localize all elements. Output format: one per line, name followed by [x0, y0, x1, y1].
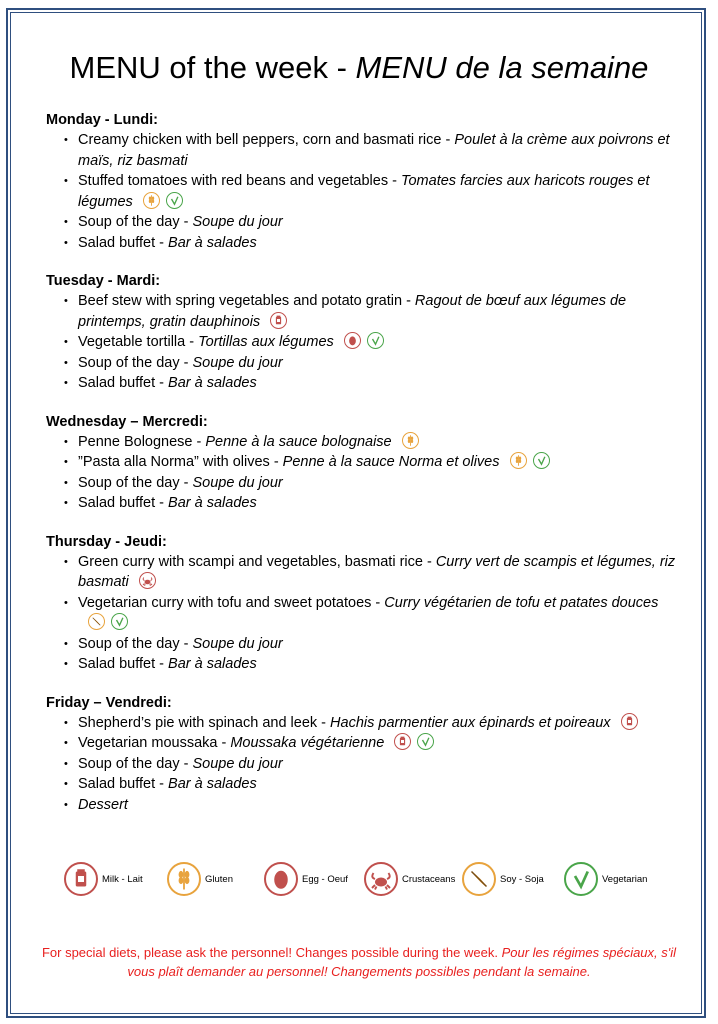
dish-name-fr: Hachis parmentier aux épinards et poireaux — [330, 714, 611, 731]
dish-name-en: Beef stew with spring vegetables and potato gratin - — [78, 293, 415, 309]
dish-name-en: Soup of the day - — [78, 214, 193, 230]
dish-name-fr: Soupe du jour — [192, 214, 283, 230]
legend-item-vegetarian — [564, 862, 647, 896]
dish-name-fr: Penne à la sauce bolognaise — [205, 433, 392, 450]
dish-list — [46, 432, 676, 514]
dish-name-en: Salad buffet - — [78, 495, 169, 511]
dish-item — [78, 774, 676, 795]
dish-item — [78, 291, 676, 332]
dish-name-en: Green curry with scampi and vegetables, basmati rice - — [78, 553, 436, 570]
dish-name-fr: Bar à salades — [168, 495, 257, 511]
dish-item — [78, 332, 676, 353]
legend-label: Gluten — [205, 873, 233, 885]
dish-name-en: Soup of the day - — [78, 474, 193, 491]
day-section — [46, 534, 676, 675]
page-title: MENU of the week - MENU de la semaine — [69, 50, 649, 85]
dish-name-fr: Bar à salades — [168, 375, 257, 391]
dish-list — [46, 291, 676, 394]
dish-name-en: Soup of the day - — [78, 354, 193, 371]
legend-item-milk — [64, 862, 143, 896]
dish-item — [78, 353, 676, 374]
vegetarian-icon — [533, 452, 550, 469]
milk-icon — [621, 713, 638, 730]
dish-name-en: Stuffed tomatoes with red beans and vegetables - — [78, 173, 401, 189]
vegetarian-icon — [111, 613, 128, 630]
dish-item — [78, 233, 676, 254]
legend-item-soy — [462, 862, 544, 896]
milk-icon — [270, 312, 287, 329]
dish-item — [78, 552, 676, 593]
dish-list — [46, 713, 676, 816]
dish-name-en: Vegetarian curry with tofu and sweet potatoes - — [78, 594, 385, 611]
legend-item-gluten — [167, 862, 233, 896]
dish-name-en: Soup of the day - — [78, 635, 193, 652]
egg-icon — [344, 332, 361, 349]
dish-name-fr: Tortillas aux légumes — [198, 334, 334, 350]
dish-name-fr: Bar à salades — [168, 776, 257, 792]
day-section — [46, 414, 676, 514]
day-section — [46, 273, 676, 394]
crustaceans-icon — [139, 572, 156, 589]
day-title: Wednesday – Mercredi: — [46, 413, 208, 430]
dish-name-fr: Curry vert de scampis et légumes, riz basmati — [78, 553, 676, 590]
dish-item — [78, 593, 676, 634]
dish-list — [46, 130, 676, 253]
dish-name-fr: Soupe du jour — [192, 474, 283, 491]
menu-content — [46, 112, 676, 835]
legend-label: Crustaceans — [402, 873, 456, 885]
dish-item — [78, 212, 676, 233]
legend-item-egg — [264, 862, 348, 896]
dish-item — [78, 373, 676, 394]
day-title: Monday - Lundi: — [46, 112, 158, 128]
dish-name-en: Vegetarian moussaka - — [78, 735, 231, 751]
dish-item — [78, 754, 676, 775]
dish-name-fr: Dessert — [78, 796, 128, 813]
crustaceans-icon — [364, 862, 398, 896]
egg-icon — [264, 862, 298, 896]
dish-name-fr: Poulet à la crème aux poivrons et maïs, riz basmati — [78, 132, 670, 169]
gluten-icon — [167, 862, 201, 896]
dish-item — [78, 493, 676, 514]
dish-name-en: Salad buffet - — [78, 234, 169, 251]
dish-name-fr: Moussaka végétarienne — [230, 735, 385, 751]
dish-name-en: Penne Bolognese - — [78, 433, 206, 450]
dish-item — [78, 432, 676, 453]
dish-item — [78, 654, 676, 675]
dish-item — [78, 713, 676, 734]
allergen-legend — [64, 862, 664, 898]
dish-name-fr: Bar à salades — [168, 656, 257, 672]
dish-name-en: Salad buffet - — [78, 656, 169, 672]
vegetarian-icon — [367, 332, 384, 349]
dish-name-en: Vegetable tortilla - — [78, 334, 199, 350]
day-title: Tuesday - Mardi: — [46, 273, 161, 289]
special-diet-note: For special diets, please ask the personnel! Changes possible during the week. Pour les régimes spéciaux, s'il vous plaît demander au personnel! Changements possibles pendant la semaine. — [41, 945, 677, 979]
milk-icon — [394, 733, 411, 750]
dish-name-en: Salad buffet - — [78, 375, 169, 391]
dish-name-fr: Tomates farcies aux haricots rouges et légumes — [78, 173, 650, 210]
dish-name-fr: Penne à la sauce Norma et olives — [282, 454, 500, 470]
legend-label: Milk - Lait — [102, 873, 143, 885]
gluten-icon — [143, 192, 160, 209]
dish-name-fr: Soupe du jour — [192, 635, 283, 652]
dish-name-en: Soup of the day - — [78, 755, 193, 772]
dish-name-en: Salad buffet - — [78, 776, 169, 792]
legend-label: Soy - Soja — [500, 873, 544, 885]
dish-name-fr: Soupe du jour — [192, 354, 283, 371]
dish-name-en: Shepherd’s pie with spinach and leek - — [78, 714, 331, 731]
legend-label: Egg - Oeuf — [302, 873, 348, 885]
dish-name-fr: Bar à salades — [168, 234, 257, 251]
day-section — [46, 112, 676, 253]
legend-item-crustaceans — [364, 862, 455, 896]
vegetarian-icon — [417, 733, 434, 750]
dish-item — [78, 634, 676, 655]
dish-name-en: Creamy chicken with bell peppers, corn and basmati rice - — [78, 132, 455, 148]
dish-name-en: ”Pasta alla Norma” with olives - — [78, 454, 283, 470]
vegetarian-icon — [166, 192, 183, 209]
day-section — [46, 695, 676, 816]
dish-item — [78, 733, 676, 754]
legend-label: Vegetarian — [602, 873, 648, 885]
soy-icon — [462, 862, 496, 896]
dish-item — [78, 130, 676, 171]
dish-name-fr: Ragout de bœuf aux légumes de printemps, gratin dauphinois — [78, 293, 627, 330]
vegetarian-icon — [564, 862, 598, 896]
dish-list — [46, 552, 676, 675]
dish-item — [78, 795, 676, 816]
gluten-icon — [510, 452, 527, 469]
dish-item — [78, 452, 676, 473]
dish-name-fr: Curry végétarien de tofu et patates douces — [384, 594, 659, 611]
day-title: Thursday - Jeudi: — [46, 533, 167, 550]
day-title: Friday – Vendredi: — [46, 694, 172, 711]
soy-icon — [88, 613, 105, 630]
dish-item — [78, 473, 676, 494]
dish-item — [78, 171, 676, 212]
gluten-icon — [402, 432, 419, 449]
milk-icon — [64, 862, 98, 896]
dish-name-fr: Soupe du jour — [192, 755, 283, 772]
